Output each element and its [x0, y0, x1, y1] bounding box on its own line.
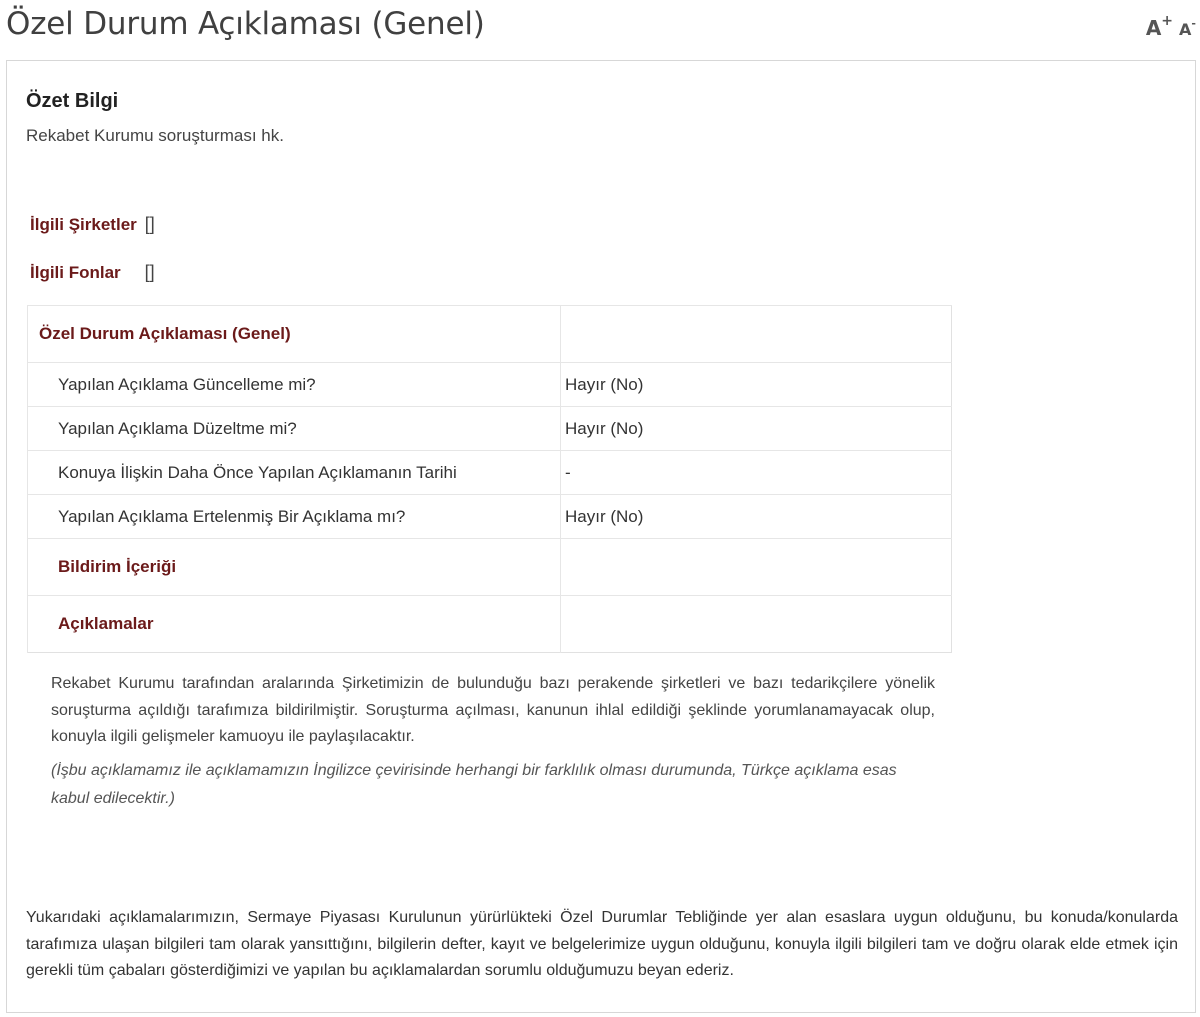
related-funds-label: İlgili Fonlar [30, 263, 121, 282]
table-header-row [28, 306, 952, 363]
section-content-label: Bildirim İçeriği [58, 557, 177, 576]
table-row [28, 363, 952, 407]
question-label: Yapılan Açıklama Güncelleme mi? [58, 374, 316, 394]
answer-value: Hayır (No) [565, 374, 644, 394]
answer-value: Hayır (No) [565, 506, 644, 526]
disclosure-panel [6, 60, 1196, 1013]
related-funds-value: [] [144, 262, 155, 282]
font-increase-button[interactable] [1145, 13, 1174, 40]
minus-icon: - [1191, 17, 1196, 30]
disclosure-table [27, 305, 952, 653]
related-companies [30, 214, 155, 235]
answer-value: Hayır (No) [565, 418, 644, 438]
related-funds [30, 262, 155, 283]
question-label: Konuya İlişkin Daha Önce Yapılan Açıklamanın Tarihi [58, 462, 457, 482]
font-decrease-label: A [1179, 20, 1192, 39]
summary-text: Rekabet Kurumu soruşturması hk. [26, 126, 284, 145]
section-row-content [28, 539, 952, 596]
section-row-explanations [28, 596, 952, 653]
table-header-title: Özel Durum Açıklaması (Genel) [39, 324, 291, 343]
related-companies-label: İlgili Şirketler [30, 215, 137, 234]
question-label: Yapılan Açıklama Düzeltme mi? [58, 418, 297, 438]
font-increase-label: A [1145, 16, 1162, 40]
page-title: Özel Durum Açıklaması (Genel) [6, 6, 485, 42]
question-label: Yapılan Açıklama Ertelenmiş Bir Açıklama mı? [58, 506, 406, 526]
disclosure-body-text: Rekabet Kurumu tarafından aralarında Şirketimizin de bulunduğu bazı perakende şirketleri ve bazı tedarikçilere yönelik soruşturma açıldığı tarafımıza bildirilmiştir. Soruşturma açılması, kanunun ihlal edildiği şeklinde yorumlanamayacak olup, konuyla ilgili gelişmeler kamuoyu ile paylaşılacaktır. [51, 675, 935, 745]
related-companies-value: [] [144, 214, 155, 234]
summary-heading: Özet Bilgi [26, 90, 119, 112]
section-explanations-label: Açıklamalar [58, 614, 154, 633]
table-row [28, 407, 952, 451]
declaration-text: Yukarıdaki açıklamalarımızın, Sermaye Piyasası Kurulunun yürürlükteki Özel Durumlar Tebliğinde yer alan esaslara uygun olduğunu, bu konuda/konularda tarafımıza ulaşan bilgileri tam olarak yansıttığını, bilgilerin defter, kayıt ve belgelerimize uygun olduğunu, konuyla ilgili bilgileri tam ve doğru olarak elde etmek için gerekli tüm çabaları gösterdiğimizi ve yapılan bu açıklamalardan sorumlu olduğumuzu beyan ederiz. [26, 909, 1178, 979]
font-decrease-button[interactable] [1179, 16, 1196, 39]
translation-note: (İşbu açıklamamız ile açıklamamızın İngilizce çevirisinde herhangi bir farklılık olması durumunda, Türkçe açıklama esas kabul edilecektir.) [51, 762, 897, 807]
table-row [28, 495, 952, 539]
table-row [28, 451, 952, 495]
plus-icon: + [1161, 13, 1174, 29]
font-size-controls [1145, 13, 1196, 40]
answer-value: - [565, 462, 571, 482]
